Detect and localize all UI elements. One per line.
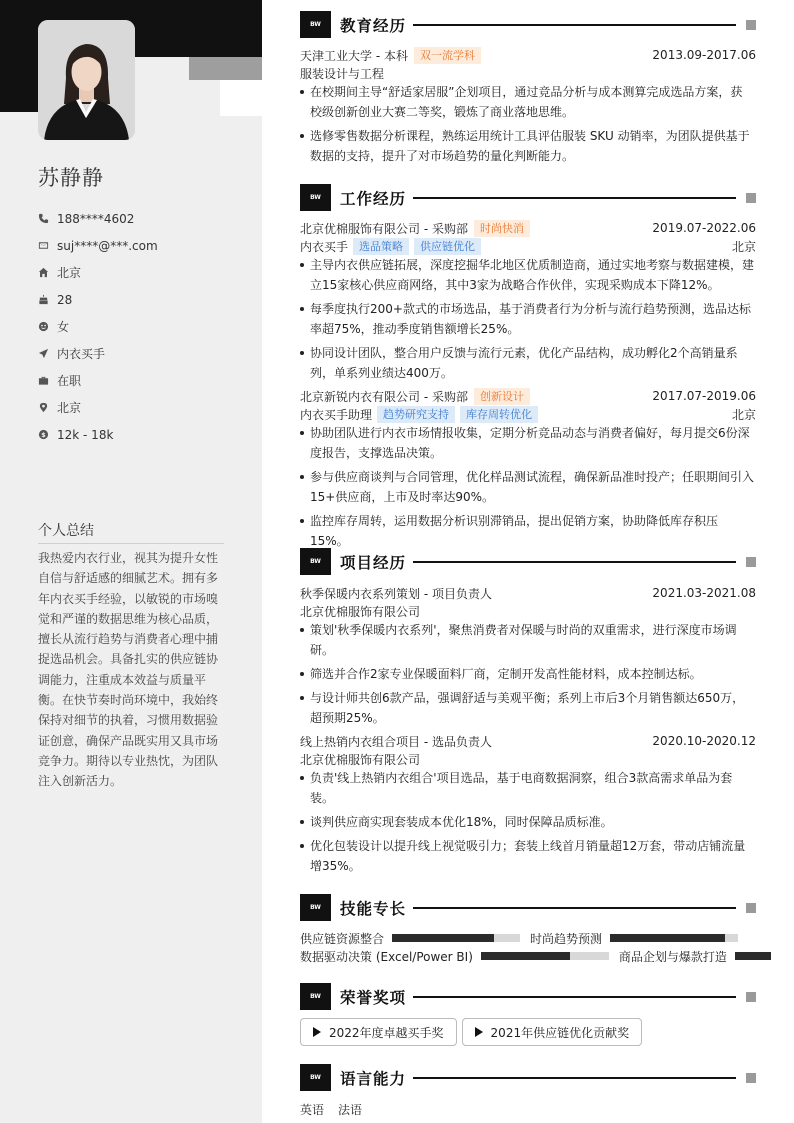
- skill-bar-fill: [735, 952, 771, 960]
- job-bullets: [300, 255, 756, 383]
- job-city: 北京: [731, 239, 756, 254]
- sidebar-decor-black-strip: [0, 57, 38, 112]
- contact-email: [38, 232, 158, 259]
- skills-section: [300, 894, 756, 965]
- contact-salary-text: 12k - 18k: [57, 427, 114, 442]
- section-divider: [413, 197, 736, 199]
- major-row: [300, 64, 756, 82]
- salary-icon: [38, 429, 49, 440]
- skill-tag: 供应链优化: [414, 238, 481, 255]
- play-icon: [475, 1027, 483, 1037]
- send-icon: [38, 348, 49, 359]
- skill-bar: [610, 934, 738, 942]
- contact-city: [38, 259, 158, 286]
- section-square: [746, 992, 756, 1002]
- award-label: 2022年度卓越买手奖: [329, 1025, 444, 1040]
- project-name: 线上热销内衣组合项目 - 选品负责人: [300, 734, 492, 749]
- education-period: 2013.09-2017.06: [652, 48, 756, 62]
- project-org: 北京优棉服饰有限公司: [300, 752, 421, 767]
- skill-name: 供应链资源整合: [300, 931, 385, 946]
- section-divider: [413, 561, 736, 563]
- skills-row: [300, 929, 756, 947]
- list-item: 监控库存周转，运用数据分析识别滞销品，提出促销方案，协助降低库存积压15%。: [300, 511, 756, 551]
- section-title: 技能专长: [340, 900, 407, 918]
- section-title: 项目经历: [340, 554, 407, 572]
- section-divider: [413, 1077, 736, 1079]
- section-divider: [413, 24, 736, 26]
- section-header: [300, 894, 756, 922]
- school-name: 天津工业大学 - 本科: [300, 48, 408, 63]
- awards-list: [300, 1018, 756, 1046]
- project-header: [300, 584, 756, 602]
- skill-bar: [481, 952, 609, 960]
- section-badge: BW: [300, 1064, 331, 1091]
- summary-text: 我热爱内衣行业，视其为提升女性自信与舒适感的细腻艺术。拥有多年内衣买手经验，以敏锐的市场嗅觉和严谨的数据思维为核心品质，擅长从流行趋势与消费者心理中捕捉选品机会。具备扎实的供应链协调能力，注重成本效益与质量平衡。在快节奏时尚环境中，我始终保持对细节的执着，习惯用数据验证创意，确保产品既实用又具市场竞争力。期待以专业热忱，为团队注入创新活力。: [38, 551, 219, 789]
- contact-status: [38, 367, 158, 394]
- job-bullets: [300, 423, 756, 551]
- contact-status-text: 在职: [57, 374, 82, 388]
- project-period: 2021.03-2021.08: [652, 586, 756, 600]
- school-tag: 双一流学科: [414, 47, 481, 64]
- contact-city-text: 北京: [57, 266, 82, 280]
- section-title: 工作经历: [340, 190, 407, 208]
- list-item: 协同设计团队，整合用户反馈与流行元素，优化产品结构，成功孵化2个高销量系列，单系列业绩达400万。: [300, 343, 756, 383]
- project-org: 北京优棉服饰有限公司: [300, 604, 421, 619]
- project-header: [300, 732, 756, 750]
- section-title: 教育经历: [340, 17, 407, 35]
- location-icon: [38, 402, 49, 413]
- language-item: 英语: [300, 1103, 325, 1117]
- list-item: 筛选并合作2家专业保暖面料厂商，定制开发高性能材料，成本控制达标。: [300, 664, 756, 684]
- cake-icon: [38, 294, 49, 305]
- contact-list: [38, 205, 158, 448]
- contact-age: [38, 286, 158, 313]
- skill-bar: [735, 952, 771, 960]
- project-bullets: [300, 768, 756, 876]
- list-item: 优化包装设计以提升线上视觉吸引力；套装上线首月销量超12万套，带动店铺流量增35%。: [300, 836, 756, 876]
- job-role: 内衣买手助理: [300, 407, 373, 422]
- project-bullets: [300, 620, 756, 728]
- section-square: [746, 557, 756, 567]
- play-icon: [313, 1027, 321, 1037]
- list-item: 每季度执行200+款式的市场选品，基于消费者行为分析与流行趋势预测，选品达标率超75%，推动季度销售额增长25%。: [300, 299, 756, 339]
- section-badge: BW: [300, 11, 331, 38]
- section-square: [746, 20, 756, 30]
- contact-phone: [38, 205, 158, 232]
- project-org-row: [300, 602, 756, 620]
- list-item: 在校期间主导“舒适家居服”企划项目，通过竞品分析与成本测算完成选品方案，获校级创新创业大赛二等奖，锻炼了商业落地思维。: [300, 82, 756, 122]
- job-role-row: [300, 237, 756, 255]
- section-header: [300, 11, 756, 39]
- list-item: 谈判供应商实现套装成本优化18%，同时保障品质标准。: [300, 812, 756, 832]
- summary-title: 个人总结: [38, 520, 224, 544]
- sidebar-decor-gray: [189, 57, 262, 80]
- education-bullets: [300, 82, 756, 166]
- skill-bar: [392, 934, 520, 942]
- list-item: 策划'秋季保暖内衣系列'，聚焦消费者对保暖与时尚的双重需求，进行深度市场调研。: [300, 620, 756, 660]
- job-company: 北京优棉服饰有限公司 - 采购部: [300, 221, 468, 236]
- section-header: [300, 1064, 756, 1092]
- skill-bar-fill: [392, 934, 494, 942]
- mail-icon: [38, 240, 49, 251]
- skill-tag: 选品策略: [353, 238, 409, 255]
- contact-gender-text: 女: [57, 320, 70, 334]
- language-item: 法语: [338, 1103, 363, 1117]
- project-name: 秋季保暖内衣系列策划 - 项目负责人: [300, 586, 492, 601]
- section-title: 荣誉奖项: [340, 989, 407, 1007]
- major: 服装设计与工程: [300, 66, 385, 81]
- section-badge: BW: [300, 983, 331, 1010]
- section-badge: BW: [300, 184, 331, 211]
- award-chip: [300, 1018, 457, 1046]
- award-label: 2021年供应链优化贡献奖: [490, 1025, 630, 1040]
- list-item: 选修零售数据分析课程，熟练运用统计工具评估服装 SKU 动销率，为团队提供基于数据的支持，提升了对市场趋势的量化判断能力。: [300, 126, 756, 166]
- phone-icon: [38, 213, 49, 224]
- contact-email-text: suj****@***.com: [57, 238, 158, 253]
- job-header: [300, 219, 756, 237]
- candidate-name: 苏静静: [38, 166, 104, 190]
- section-title: 语言能力: [340, 1070, 407, 1088]
- section-badge: BW: [300, 894, 331, 921]
- section-header: [300, 184, 756, 212]
- job-tag: 创新设计: [474, 388, 530, 405]
- award-chip: [462, 1018, 643, 1046]
- job-company: 北京新锐内衣有限公司 - 采购部: [300, 389, 468, 404]
- sidebar-decor-white: [220, 80, 262, 116]
- skill-tag: 趋势研究支持: [377, 406, 455, 423]
- briefcase-icon: [38, 375, 49, 386]
- work-section: [300, 184, 756, 555]
- profile-photo: [38, 20, 135, 140]
- job-period: 2019.07-2022.06: [652, 221, 756, 235]
- section-header: [300, 548, 756, 576]
- skills-row: [300, 947, 756, 965]
- section-header: [300, 983, 756, 1011]
- section-divider: [413, 996, 736, 998]
- project-org-row: [300, 750, 756, 768]
- section-square: [746, 193, 756, 203]
- gender-icon: [38, 321, 49, 332]
- skill-bar-fill: [610, 934, 725, 942]
- sidebar: [0, 0, 262, 1123]
- skill-tag: 库存周转优化: [460, 406, 538, 423]
- skill-name: 商品企划与爆款打造: [618, 949, 727, 964]
- contact-location-text: 北京: [57, 401, 82, 415]
- section-divider: [413, 907, 736, 909]
- list-item: 主导内衣供应链拓展，深度挖掘华北地区优质制造商，通过实地考察与数据建模，建立15家核心供应商网络，其中3家为战略合作伙伴，实现采购成本下降12%。: [300, 255, 756, 295]
- job-header: [300, 387, 756, 405]
- project-period: 2020.10-2020.12: [652, 734, 756, 748]
- job-role: 内衣买手: [300, 239, 349, 254]
- list-item: 与设计师共创6款产品，强调舒适与美观平衡；系列上市后3个月销售额达650万，超预期25%。: [300, 688, 756, 728]
- contact-salary: [38, 421, 158, 448]
- home-icon: [38, 267, 49, 278]
- education-row: [300, 46, 756, 64]
- skill-name: 时尚趋势预测: [530, 931, 603, 946]
- job-period: 2017.07-2019.06: [652, 389, 756, 403]
- languages-section: [300, 1064, 756, 1118]
- list-item: 参与供应商谈判与合同管理，优化样品测试流程，确保新品准时投产；任职期间引入15+供应商，上市及时率达90%。: [300, 467, 756, 507]
- list-item: 协助团队进行内衣市场情报收集，定期分析竞品动态与消费者偏好，每月提交6份深度报告，支撑选品决策。: [300, 423, 756, 463]
- job-city: 北京: [731, 407, 756, 422]
- section-square: [746, 1073, 756, 1083]
- contact-gender: [38, 313, 158, 340]
- skill-name: 数据驱动决策 (Excel/Power BI): [300, 949, 473, 964]
- job-tag: 时尚快消: [474, 220, 530, 237]
- contact-position-text: 内衣买手: [57, 347, 106, 361]
- job-role-row: [300, 405, 756, 423]
- skills-list: [300, 929, 756, 965]
- contact-position: [38, 340, 158, 367]
- awards-section: [300, 983, 756, 1046]
- contact-age-text: 28: [57, 292, 73, 307]
- projects-section: [300, 548, 756, 880]
- section-square: [746, 903, 756, 913]
- section-badge: BW: [300, 548, 331, 575]
- svg-text:$: $: [41, 430, 46, 439]
- education-section: [300, 11, 756, 170]
- contact-location: [38, 394, 158, 421]
- list-item: 负责'线上热销内衣组合'项目选品，基于电商数据洞察，组合3款高需求单品为套装。: [300, 768, 756, 808]
- skill-bar-fill: [481, 952, 571, 960]
- contact-phone-text: 188****4602: [57, 211, 135, 226]
- languages-list: [300, 1101, 756, 1118]
